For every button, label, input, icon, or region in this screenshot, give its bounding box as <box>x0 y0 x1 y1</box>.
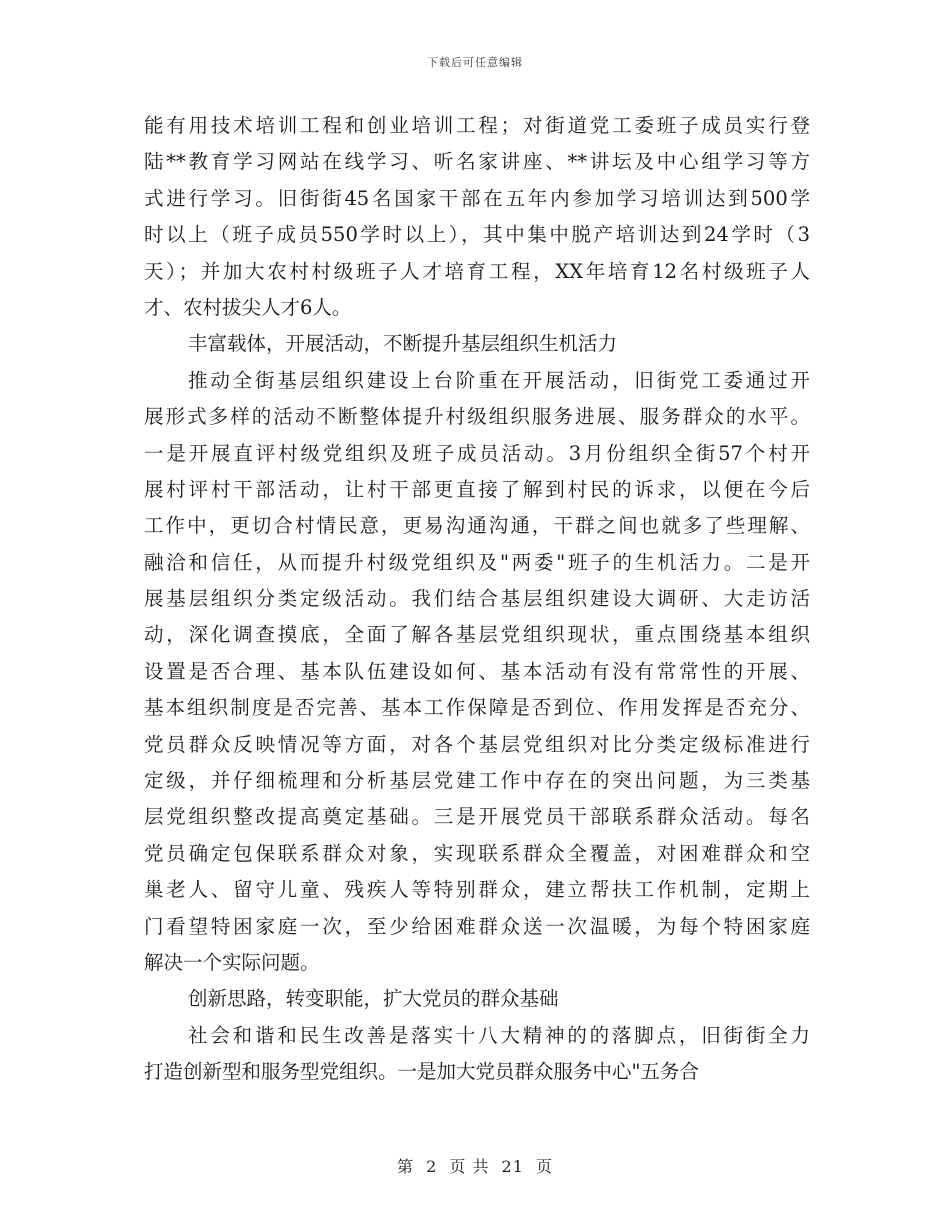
text-line: 打造创新型和服务型党组织。一是加大党员群众服务中心"五务合 <box>144 1060 699 1084</box>
text-line: 陆**教育学习网站在线学习、听名家讲座、**讲坛及中心组学习等方 <box>144 150 810 174</box>
text-line: 一是开展直评村级党组织及班子成员活动。3月份组织全街57个村开 <box>144 441 810 465</box>
text-line: 巢老人、留守儿童、残疾人等特别群众，建立帮扶工作机制，定期上 <box>144 878 810 902</box>
text-line: 能有用技术培训工程和创业培训工程；对街道党工委班子成员实行登 <box>144 114 810 137</box>
total-page-count: 21 <box>501 1157 524 1176</box>
page-header: 下载后可任意编辑 <box>427 56 523 69</box>
text-line: 天）；并加大农村村级班子人才培育工程，XX年培育12名村级班子人 <box>144 259 810 283</box>
text-line: 动，深化调查摸底，全面了解各基层党组织现状，重点围绕基本组织 <box>144 623 810 647</box>
text-line: 党员群众反映情况等方面，对各个基层党组织对比分类定级标准进行 <box>144 732 810 756</box>
document-body <box>144 108 810 1091</box>
text-line: 门看望特困家庭一次，至少给困难群众送一次温暖，为每个特困家庭 <box>144 914 810 938</box>
text-line: 工作中，更切合村情民意，更易沟通沟通，干群之间也就多了些理解、 <box>144 514 810 538</box>
text-line: 设置是否合理、基本队伍建设如何、基本活动有没有常常性的开展、 <box>144 659 810 683</box>
page-footer <box>0 1154 950 1177</box>
footer-middle: 页 共 <box>449 1157 490 1176</box>
footer-suffix: 页 <box>536 1157 554 1176</box>
text-line: 定级，并仔细梳理和分析基层党建工作中存在的突出问题，为三类基 <box>144 769 810 793</box>
text-line: 展村评村干部活动，让村干部更直接了解到村民的诉求，以便在今后 <box>144 477 810 501</box>
text-line: 推动全街基层组织建设上台阶重在开展活动，旧街党工委通过开 <box>188 368 810 392</box>
current-page-number: 2 <box>426 1157 438 1176</box>
section-heading-line: 创新思路，转变职能，扩大党员的群众基础 <box>188 987 559 1011</box>
section-heading-line: 丰富载体，开展活动，不断提升基层组织生机活力 <box>188 332 618 356</box>
text-line: 融洽和信任，从而提升村级党组织及"两委"班子的生机活力。二是开 <box>144 550 810 574</box>
text-line: 才、农村拔尖人才6人。 <box>144 295 352 319</box>
text-line: 展形式多样的活动不断整体提升村级组织服务进展、服务群众的水平。 <box>144 405 810 429</box>
text-line: 社会和谐和民生改善是落实十八大精神的的落脚点，旧街街全力 <box>188 1023 810 1047</box>
text-line: 式进行学习。旧街街45名国家干部在五年内参加学习培训达到500学 <box>144 186 810 210</box>
footer-prefix: 第 <box>396 1157 414 1176</box>
text-line: 展基层组织分类定级活动。我们结合基层组织建设大调研、大走访活 <box>144 587 810 611</box>
text-line: 层党组织整改提高奠定基础。三是开展党员干部联系群众活动。每名 <box>144 805 810 829</box>
text-line: 基本组织制度是否完善、基本工作保障是否到位、作用发挥是否充分、 <box>144 696 810 720</box>
text-line: 时以上（班子成员550学时以上），其中集中脱产培训达到24学时（3 <box>144 223 810 247</box>
text-line: 党员确定包保联系群众对象，实现联系群众全覆盖，对困难群众和空 <box>144 841 810 865</box>
text-line: 解决一个实际问题。 <box>144 950 320 974</box>
